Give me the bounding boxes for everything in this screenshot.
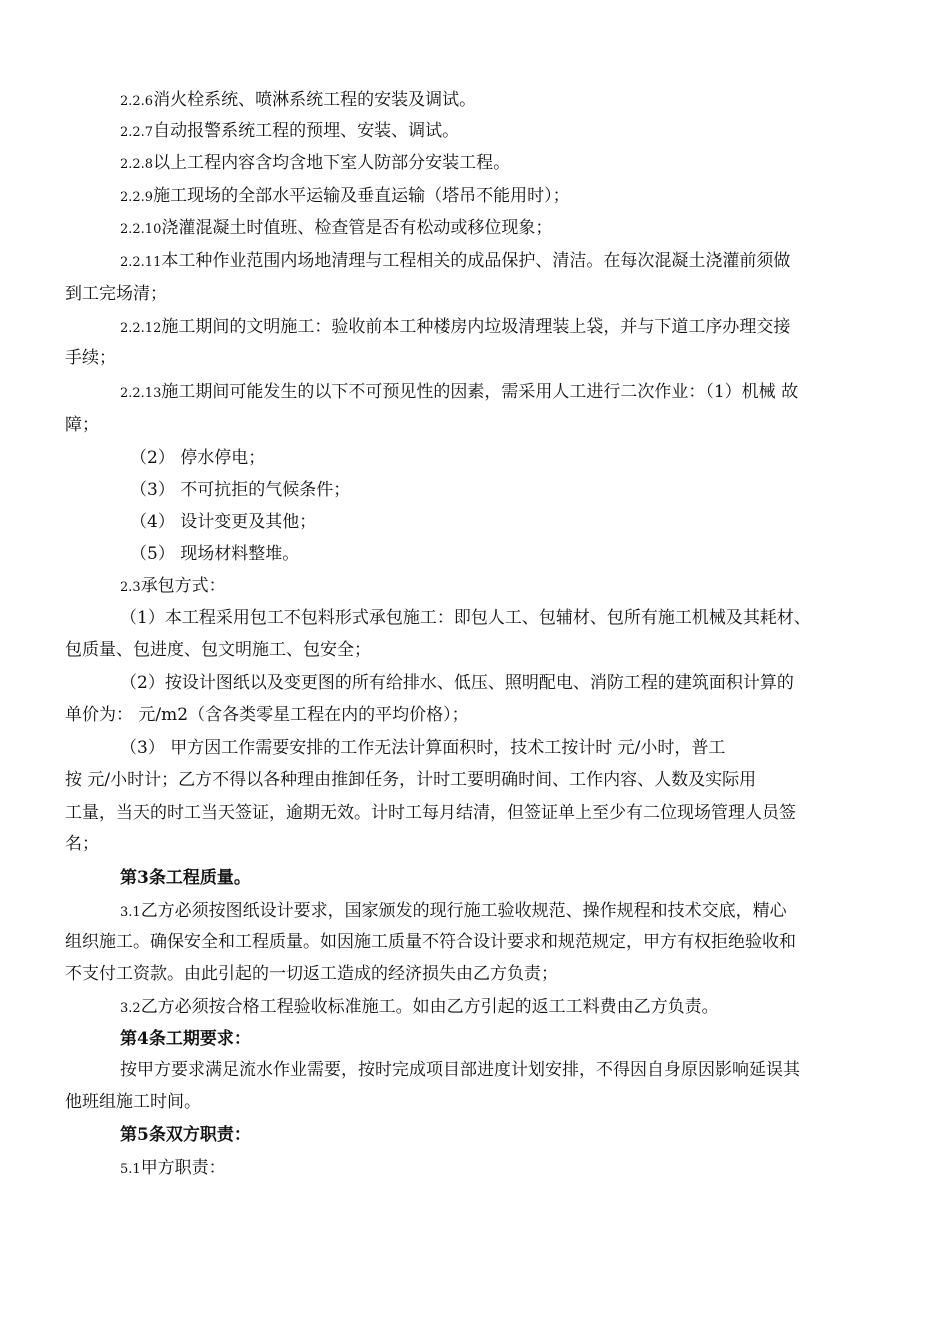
clause-5-1	[0, 1156, 950, 1182]
clause-text: 手续；	[65, 348, 116, 368]
clause-2-2-11-cont	[0, 282, 950, 306]
list-item-text: （3） 不可抗拒的气候条件；	[130, 480, 351, 500]
clause-text: 消火栓系统、喷淋系统工程的安装及调试。	[153, 90, 477, 110]
section-title: 第3条工程质量。	[120, 868, 251, 888]
clause-text: 按 元/小时计；乙方不得以各种理由推卸任务，计时工要明确时间、工作内容、人数及实际用	[65, 770, 757, 790]
clause-text: 单价为： 元/m2（含各类零星工程在内的平均价格）；	[65, 705, 469, 725]
clause-text: 障；	[65, 415, 99, 435]
contract-mode-1-cont	[0, 638, 950, 662]
clause-text: 按甲方要求满足流水作业需要，按时完成项目部进度计划安排，不得因自身原因影响延误其	[120, 1060, 800, 1080]
clause-2-2-7	[0, 119, 950, 145]
list-item-text: （4） 设计变更及其他；	[130, 512, 317, 532]
clause-text: 到工完场清；	[65, 284, 167, 304]
clause-number: 2.2.10	[120, 222, 162, 237]
clause-2-2-12-cont	[0, 346, 950, 370]
list-item-5	[0, 542, 950, 566]
clause-text: （2）按设计图纸以及变更图的所有给排水、低压、照明配电、消防工程的建筑面积计算的	[120, 673, 794, 693]
clause-text: 乙方必须按合格工程验收标准施工。如由乙方引起的返工工料费由乙方负责。	[140, 997, 719, 1017]
clause-2-2-8	[0, 151, 950, 177]
contract-mode-2	[0, 671, 950, 695]
clause-number: 2.2.8	[120, 157, 154, 172]
clause-2-3	[0, 574, 950, 600]
clause-number: 2.2.12	[120, 321, 162, 336]
clause-text: 自动报警系统工程的预埋、安装、调试。	[153, 121, 460, 141]
clause-text: （1）本工程采用包工不包料形式承包施工：即包人工、包辅材、包所有施工机械及其耗材、	[120, 608, 811, 628]
clause-number: 2.3	[120, 580, 141, 595]
contract-mode-3	[0, 736, 950, 760]
clause-number: 2.2.7	[120, 125, 154, 140]
section-title: 第4条工期要求：	[120, 1029, 251, 1049]
contract-mode-2-cont	[0, 703, 950, 727]
clause-number: 2.2.6	[120, 94, 154, 109]
clause-text: （3） 甲方因工作需要安排的工作无法计算面积时，技术工按计时 元/小时，普工	[120, 738, 726, 758]
clause-text: 不支付工资款。由此引起的一切返工造成的经济损失由乙方负责；	[65, 964, 558, 984]
clause-number: 3.2	[120, 1001, 141, 1016]
clause-text: 乙方必须按图纸设计要求，国家颁发的现行施工验收规范、操作规程和技术交底，精心	[140, 901, 787, 921]
clause-text: 甲方职责：	[140, 1158, 226, 1178]
list-item-4	[0, 510, 950, 534]
clause-text: 施工现场的全部水平运输及垂直运输（塔吊不能用时）；	[153, 186, 570, 206]
section-title: 第5条双方职责：	[120, 1125, 251, 1145]
clause-number: 2.2.13	[120, 386, 162, 401]
clause-2-2-10	[0, 216, 950, 242]
contract-mode-1	[0, 606, 950, 630]
clause-text: 承包方式：	[140, 576, 226, 596]
schedule-requirement-cont	[0, 1090, 950, 1114]
schedule-requirement	[0, 1058, 950, 1082]
clause-text: 浇灌混凝土时值班、检查管是否有松动或移位现象；	[161, 218, 553, 238]
contract-mode-3-cont-2	[0, 801, 950, 825]
clause-3-1-cont-2	[0, 962, 950, 986]
clause-text: 施工期间可能发生的以下不可预见性的因素，需采用人工进行二次作业：（1）机械 故	[161, 382, 799, 402]
clause-3-2	[0, 995, 950, 1021]
section-heading-4	[0, 1027, 950, 1051]
clause-number: 2.2.9	[120, 190, 154, 205]
contract-mode-3-cont-3	[0, 832, 950, 856]
clause-3-1-cont-1	[0, 930, 950, 954]
list-item-3	[0, 478, 950, 502]
clause-number: 5.1	[120, 1162, 141, 1177]
clause-2-2-11	[0, 249, 950, 275]
clause-text: 以上工程内容含均含地下室人防部分安装工程。	[153, 153, 511, 173]
clause-text: 施工期间的文明施工：验收前本工种楼房内垃圾清理装上袋，并与下道工序办理交接	[161, 317, 791, 337]
clause-text: 组织施工。确保安全和工程质量。如因施工质量不符合设计要求和规范规定，甲方有权拒绝验收和	[65, 932, 796, 952]
section-heading-3	[0, 866, 950, 890]
clause-text: 工量，当天的时工当天签证，逾期无效。计时工每月结清，但签证单上至少有二位现场管理人员签	[65, 803, 796, 823]
clause-text: 他班组施工时间。	[65, 1092, 201, 1112]
clause-2-2-6	[0, 88, 950, 114]
clause-number: 2.2.11	[120, 255, 162, 270]
clause-2-2-13	[0, 380, 950, 406]
clause-2-2-12	[0, 315, 950, 341]
clause-2-2-9	[0, 184, 950, 210]
clause-text: 包质量、包进度、包文明施工、包安全；	[65, 640, 371, 660]
list-item-text: （5） 现场材料整堆。	[130, 544, 300, 564]
contract-mode-3-cont-1	[0, 768, 950, 792]
clause-2-2-13-cont	[0, 413, 950, 437]
clause-number: 3.1	[120, 905, 141, 920]
clause-3-1	[0, 899, 950, 925]
clause-text: 本工种作业范围内场地清理与工程相关的成品保护、清洁。在每次混凝土浇灌前须做	[161, 251, 791, 271]
clause-text: 名；	[65, 834, 99, 854]
list-item-text: （2） 停水停电；	[130, 448, 266, 468]
list-item-2	[0, 446, 950, 470]
section-heading-5	[0, 1123, 950, 1147]
